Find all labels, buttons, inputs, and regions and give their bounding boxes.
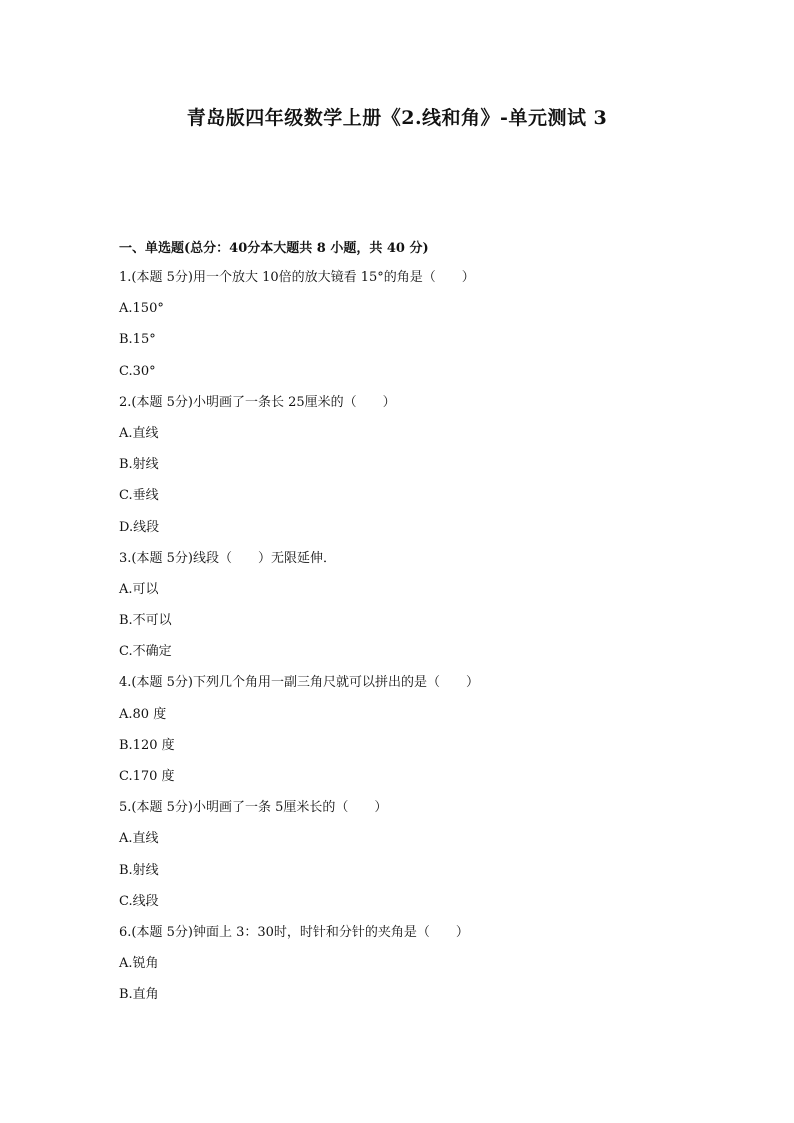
answer-option: A.80 度 (119, 706, 167, 722)
answer-option: B.射线 (119, 457, 159, 473)
answer-option: B.15° (119, 332, 156, 348)
answer-option: B.不可以 (119, 613, 172, 629)
answer-option: B.射线 (119, 862, 159, 878)
answer-option: B.120 度 (119, 737, 175, 753)
question-stem: 3.(本题 5分)线段（ ）无限延伸． (119, 550, 336, 566)
answer-option: C.垂线 (119, 488, 159, 504)
answer-option: A.直线 (119, 425, 159, 441)
answer-option: A.150° (119, 301, 164, 317)
section-heading: 一、单选题(总分：40分本大题共 8 小题，共 40 分) (119, 241, 429, 256)
question-stem: 2.(本题 5分)小明画了一条长 25厘米的（ ） (119, 394, 396, 410)
answer-option: A.锐角 (119, 956, 159, 972)
question-stem: 4.(本题 5分)下列几个角用一副三角尺就可以拼出的是（ ） (119, 675, 479, 691)
answer-option: B.直角 (119, 987, 159, 1003)
answer-option: C.30° (119, 363, 156, 379)
answer-option: A.可以 (119, 581, 159, 597)
question-stem: 5.(本题 5分)小明画了一条 5厘米长的（ ） (119, 800, 388, 816)
question-list (119, 268, 719, 1017)
question-stem: 6.(本题 5分)钟面上 3：30时，时针和分针的夹角是（ ） (119, 924, 469, 940)
document-title: 青岛版四年级数学上册《2.线和角》-单元测试 3 (186, 107, 608, 129)
answer-option: C.线段 (119, 893, 159, 909)
question-stem: 1.(本题 5分)用一个放大 10倍的放大镜看 15°的角是（ ） (119, 270, 475, 285)
answer-option: C.170 度 (119, 769, 175, 784)
answer-option: D.线段 (119, 519, 160, 535)
answer-option: A.直线 (119, 831, 159, 847)
answer-option: C.不确定 (119, 644, 172, 660)
